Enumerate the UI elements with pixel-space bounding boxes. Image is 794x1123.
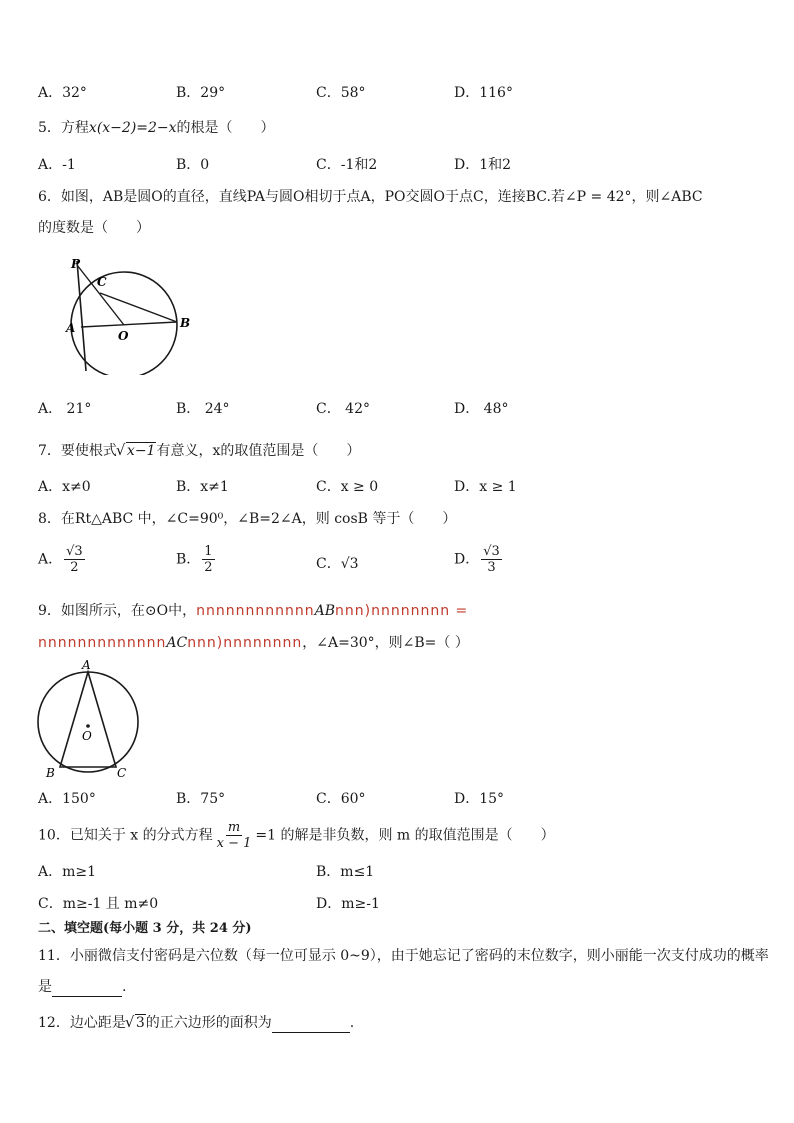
q8-option-b-label: B． [176,551,201,568]
q8-option-a [38,544,87,575]
q8-option-d-numerator: √3 [483,544,500,559]
q9-prefix: 9．如图所示，在⊙O中， [38,603,197,619]
q7-prefix: 7．要使根式 [38,443,117,459]
q7-radical [117,442,157,460]
q6-tangent-figure [60,255,200,375]
q9-label-b: B [46,766,55,780]
q11-stem-line1: 11．小丽微信支付密码是六位数（每一位可显示 0~9），由于她忘记了密码的末位数字，则小丽能一次支付成功的概率 [38,948,769,964]
q6-label-c: C [97,275,107,289]
q11-answer-blank[interactable] [52,978,122,997]
q8-option-d-denominator: 3 [487,560,496,575]
q8-option-d [454,544,504,575]
q10-prefix: 10．已知关于 x 的分式方程 [38,827,213,844]
q6-tangent-line [77,261,86,371]
q9-option-a: A．150° [38,791,96,807]
q10-fraction [215,820,254,851]
q9-arc-ab: AB [314,603,336,619]
q9-center-dot [86,724,90,728]
q7-stem [38,442,360,460]
q9-label-a: A [82,658,91,672]
q7-suffix: 有意义，x的取值范围是（ ） [156,443,361,459]
q7-option-d: D．x ≥ 1 [454,479,517,495]
q12-stem [38,1014,354,1033]
q10-denominator: x − 1 [216,836,252,851]
q6-stem-line2: 的度数是（ ） [38,220,150,236]
q8-option-a-fraction [64,544,85,575]
q5-option-d: D．1和2 [454,157,512,173]
q9-stem-line2 [38,634,469,652]
q7-radicand: x−1 [126,443,156,459]
q5-stem [38,119,275,137]
q5-option-c: C．-1和2 [316,157,378,173]
q8-option-d-fraction [481,544,502,575]
q10-suffix: =1 的解是非负数，则 m 的取值范围是（ ） [255,827,555,844]
q8-option-b-numerator: 1 [204,544,213,559]
q8-stem: 8．在Rt△ABC 中，∠C=90⁰，∠B=2∠A，则 cosB 等于（ ） [38,511,457,527]
q9-suffix: ，∠A=30°，则∠B=（ ） [302,635,469,651]
q11-stem-line2 [38,978,126,997]
q5-option-b: B．0 [176,157,210,173]
q9-option-d: D．15° [454,791,505,807]
q9-option-b: B．75° [176,791,226,807]
section-heading-fill-in: 二、填空题(每小题 3 分，共 24 分) [38,921,252,936]
q6-label-p: P [71,257,81,271]
q11-end: . [122,979,127,995]
q10-option-b: B．m≤1 [316,864,375,880]
q10-option-d: D．m≥-1 [316,896,380,912]
q6-label-b: B [180,316,191,330]
q6-label-o: O [118,329,129,343]
q8-option-c-label: C． [316,556,341,572]
q9-triangle-abc [60,672,116,767]
q6-label-a: A [66,321,76,335]
q8-option-a-denominator: 2 [70,560,79,575]
q5-prefix: 5．方程 [38,120,89,136]
q9-garbled-text-4: nnn)nnnnnnnn [187,635,303,651]
q12-suffix: 的正六边形的面积为 [145,1015,272,1031]
q8-option-c [316,555,359,573]
q6-option-a: A． 21° [38,401,92,417]
q10-option-c: C．m≥-1 且 m≠0 [38,896,159,912]
q5-expression: x(x−2)=2−x [88,120,177,136]
q5-option-a: A．-1 [38,157,76,173]
q8-option-b [176,544,217,575]
q9-option-c: C．60° [316,791,366,807]
q9-arc-ac: AC [166,635,188,651]
q9-label-o: O [82,729,92,743]
q12-radical [126,1014,146,1032]
q12-answer-blank[interactable] [272,1014,350,1033]
q9-label-c: C [117,766,127,780]
q4-option-d: D．116° [454,85,513,101]
q6-segment-bc [100,293,177,322]
q9-circle-figure [34,658,144,782]
q9-stem-line1 [38,602,468,620]
q12-end: . [349,1015,355,1031]
q4-option-c: C．58° [316,85,366,101]
q10-option-a: A．m≥1 [38,864,97,880]
q7-option-c: C．x ≥ 0 [316,479,379,495]
q9-garbled-text-1: nnnnnnnnnnnn [196,603,315,619]
q8-option-a-label: A． [38,551,63,568]
q9-circle [38,672,138,772]
q9-garbled-text-3: nnnnnnnnnnnnn [38,635,167,651]
q11-line2-text: 是 [38,979,52,995]
q6-segment-po [77,265,124,325]
q6-option-b: B． 24° [176,401,230,417]
q6-option-d: D． 48° [454,401,509,417]
q8-option-b-denominator: 2 [204,560,213,575]
q6-option-c: C． 42° [316,401,370,417]
q4-option-b: B．29° [176,85,226,101]
q6-stem-line1: 6．如图，AB是圆O的直径，直线PA与圆O相切于点A，PO交圆O于点C，连接BC.若∠P = 42°，则∠ABC [38,189,703,205]
q12-prefix: 12．边心距是 [38,1015,126,1031]
q7-option-a: A．x≠0 [38,479,91,495]
q10-numerator: m [227,820,241,835]
q4-option-a: A．32° [38,85,87,101]
q7-option-b: B．x≠1 [176,479,229,495]
q8-option-d-label: D． [454,551,480,568]
q8-option-a-numerator: √3 [66,544,83,559]
q8-option-c-value: √3 [340,556,359,572]
q9-garbled-text-2: nnn)nnnnnnnn = [335,603,469,619]
q12-radicand: 3 [135,1015,145,1031]
q8-option-b-fraction [202,544,214,575]
q10-stem [38,820,555,851]
q6-diameter-ab [81,322,177,327]
q5-suffix: 的根是（ ） [176,120,275,136]
